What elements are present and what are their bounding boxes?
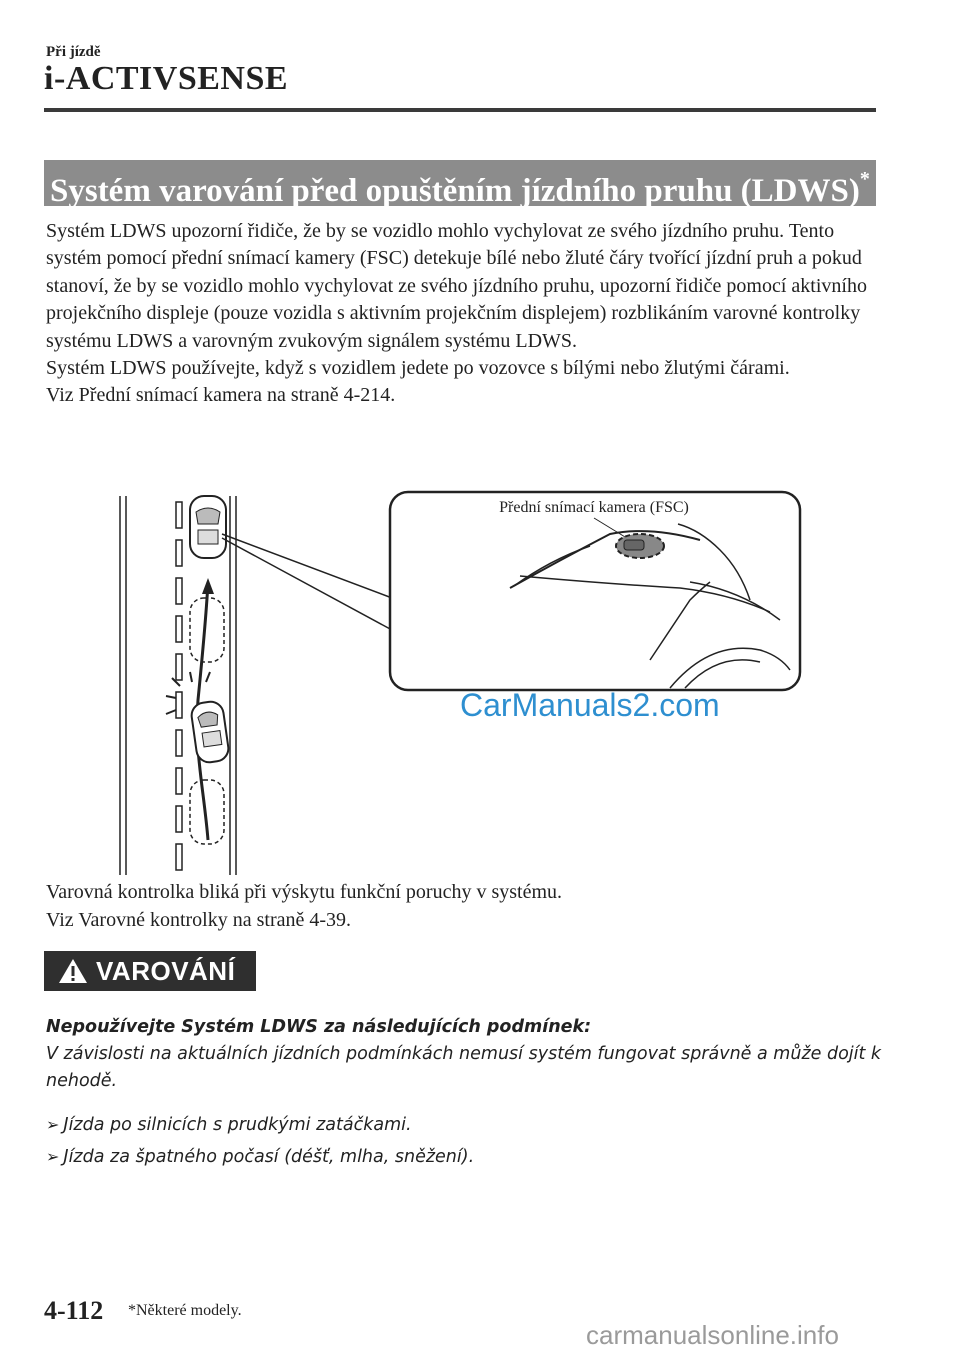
warning-bullet: ➢ Jízda za špatného počasí (déšť, mlha, sněžení). xyxy=(46,1141,886,1173)
figure-watermark: CarManuals2.com xyxy=(460,687,720,723)
model-marker: * xyxy=(859,168,870,190)
after-paragraph-2: Viz Varovné kontrolky na straně 4-39. xyxy=(46,909,352,931)
car-top-icon xyxy=(190,496,226,558)
after-paragraph-1: Varovná kontrolka bliká při výskytu funkční poruchy v systému. xyxy=(46,881,563,903)
intro-paragraph-2: Systém LDWS používejte, když s vozidlem jedete po vozovce s bílými nebo žlutými čárami. xyxy=(46,357,790,380)
warning-triangle-icon xyxy=(58,957,88,985)
warning-body: V závislosti na aktuálních jízdních podmínkách nemusí systém fungovat správně a může dojít k nehodě. xyxy=(46,1044,882,1091)
bullet-arrow-icon: ➢ xyxy=(46,1115,60,1134)
bullet-arrow-icon: ➢ xyxy=(46,1147,60,1166)
page-title xyxy=(44,160,876,209)
footnote: *Některé modely. xyxy=(128,1302,242,1319)
site-watermark: carmanualsonline.info xyxy=(586,1320,839,1350)
drifting-car-icon xyxy=(190,700,230,764)
warning-label: VAROVÁNÍ xyxy=(96,955,236,986)
page-number: 4-112 xyxy=(44,1296,104,1325)
ldws-diagram xyxy=(110,490,810,875)
after-figure-text xyxy=(46,878,886,934)
front-camera-icon xyxy=(616,534,664,558)
page-title-text: Systém varování před opuštěním jízdního pruhu (LDWS) xyxy=(50,173,860,209)
warning-content xyxy=(46,1014,886,1173)
warning-badge xyxy=(44,951,256,991)
warning-heading: Nepoužívejte Systém LDWS za následujících podmínek: xyxy=(46,1017,592,1037)
warning-bullet: ➢ Jízda po silnicích s prudkými zatáčkami. xyxy=(46,1109,886,1141)
section-subtitle: Při jízdě xyxy=(46,44,101,60)
header-rule xyxy=(44,108,876,112)
intro-paragraph-3: Viz Přední snímací kamera na straně 4-214. xyxy=(46,384,396,407)
section-title: i-ACTIVSENSE xyxy=(44,60,289,97)
intro-paragraph-1: Systém LDWS upozorní řidiče, že by se vozidlo mohlo vychylovat ze svého jízdního pruhu. Tento systém pomocí přední snímací kamery (FSC) detekuje bílé nebo žluté čáry tvořící jízdní pruh a pokud stanoví, že by se vozidlo mohlo vychylovat ze svého jízdního pruhu, upozorní řidiče pomocí aktivního projekčního displeje (pouze vozidla s aktivním projekčním displejem) rozblikáním varovné kontrolky systému LDWS a varovným zvukovým signálem systému LDWS. xyxy=(46,220,867,352)
warning-bullets xyxy=(46,1109,886,1173)
camera-label: Přední snímací kamera (FSC) xyxy=(499,499,689,516)
arrow-up-icon xyxy=(202,578,214,594)
ldws-illustration xyxy=(110,490,810,875)
intro-text xyxy=(46,218,886,410)
